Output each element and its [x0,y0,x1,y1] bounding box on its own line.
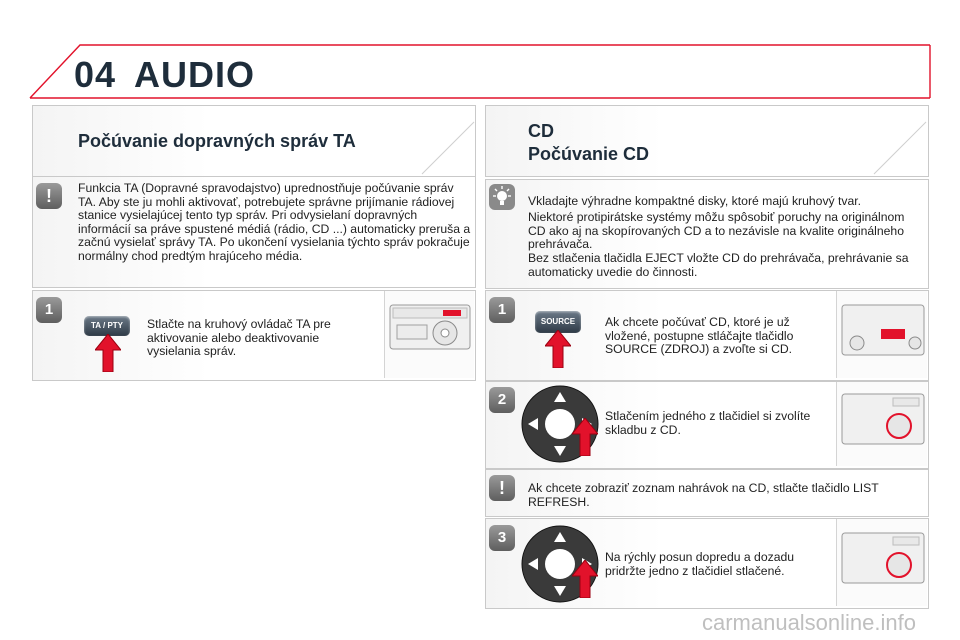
radio-unit-thumbnail [384,291,474,378]
panel-corner-decor [420,120,476,176]
tip-paragraph-1: Vkladajte výhradne kompaktné disky, ktoré majú kruhový tvar. [528,194,862,208]
ta-pty-button[interactable]: TA / PTY [84,316,130,336]
right-step3-text: Na rýchly posun dopredu a dozadu pridržte jedno z tlačidiel stlačené. [605,550,795,578]
right-step1-text: Ak chcete počúvať CD, ktoré je už vložené, postupne stláčajte tlačidlo SOURCE (ZDROJ) a zvoľte si CD. [605,315,794,357]
left-step1-text: Stlačte na kruhový ovládač TA pre aktivovanie alebo deaktivovanie vysielania správ. [147,317,331,359]
panel-corner-decor-right [872,120,928,176]
chapter-title: AUDIO [134,54,255,95]
chapter-number: 04 [74,54,117,95]
tip-paragraph-2: Niektoré protipirátske systémy môžu spôsobiť poruchy na originálnom CD ako aj na skopírovaných CD a to nezávisle na kvalite originálneho prehrávača. [528,210,905,252]
right-step2-text: Stlačením jedného z tlačidiel si zvolíte skladbu z CD. [605,409,811,437]
left-note-text: Funkcia TA (Dopravné spravodajstvo) uprednostňuje počúvanie správ TA. Aby ste ju mohli aktivovať, potrebujete správne prijímanie rádiovej stanice vysielajúcej tento typ správ. Pri odvysielaní dopravných informácií sa práve spustené médiá (rádio, CD ...) automaticky preruša a začnú vysielať správy TA. Po ukončení vysielania týchto správ pokračuje normálny chod predtým hrajúceho média. [78,181,471,263]
right-section-title: CD [528,121,554,141]
watermark: carmanualsonline.info [701,610,916,635]
step-2-badge: 2 [489,387,515,413]
radio-unit-thumbnail [836,519,927,606]
left-section-title: Počúvanie dopravných správ TA [78,131,356,151]
step-1-badge: 1 [36,297,62,323]
warning-icon: ! [489,475,515,501]
radio-unit-thumbnail [836,291,927,378]
step-1-badge-right: 1 [489,297,515,323]
up-arrow-icon [572,418,598,456]
warning-icon: ! [36,183,62,209]
right-section-subtitle: Počúvanie CD [528,144,650,164]
tip-paragraph-3: Bez stlačenia tlačidla EJECT vložte CD do prehrávača, prehrávanie sa automaticky uvedie do činnosti. [528,251,909,279]
source-button[interactable]: SOURCE [535,311,581,333]
step-3-badge: 3 [489,525,515,551]
up-arrow-icon [545,330,571,368]
up-arrow-icon [572,560,598,598]
up-arrow-icon [95,334,121,372]
right-note-text: Ak chcete zobraziť zoznam nahrávok na CD, stlačte tlačidlo LIST REFRESH. [528,481,879,509]
radio-unit-thumbnail [836,382,927,466]
lightbulb-icon [489,184,515,210]
